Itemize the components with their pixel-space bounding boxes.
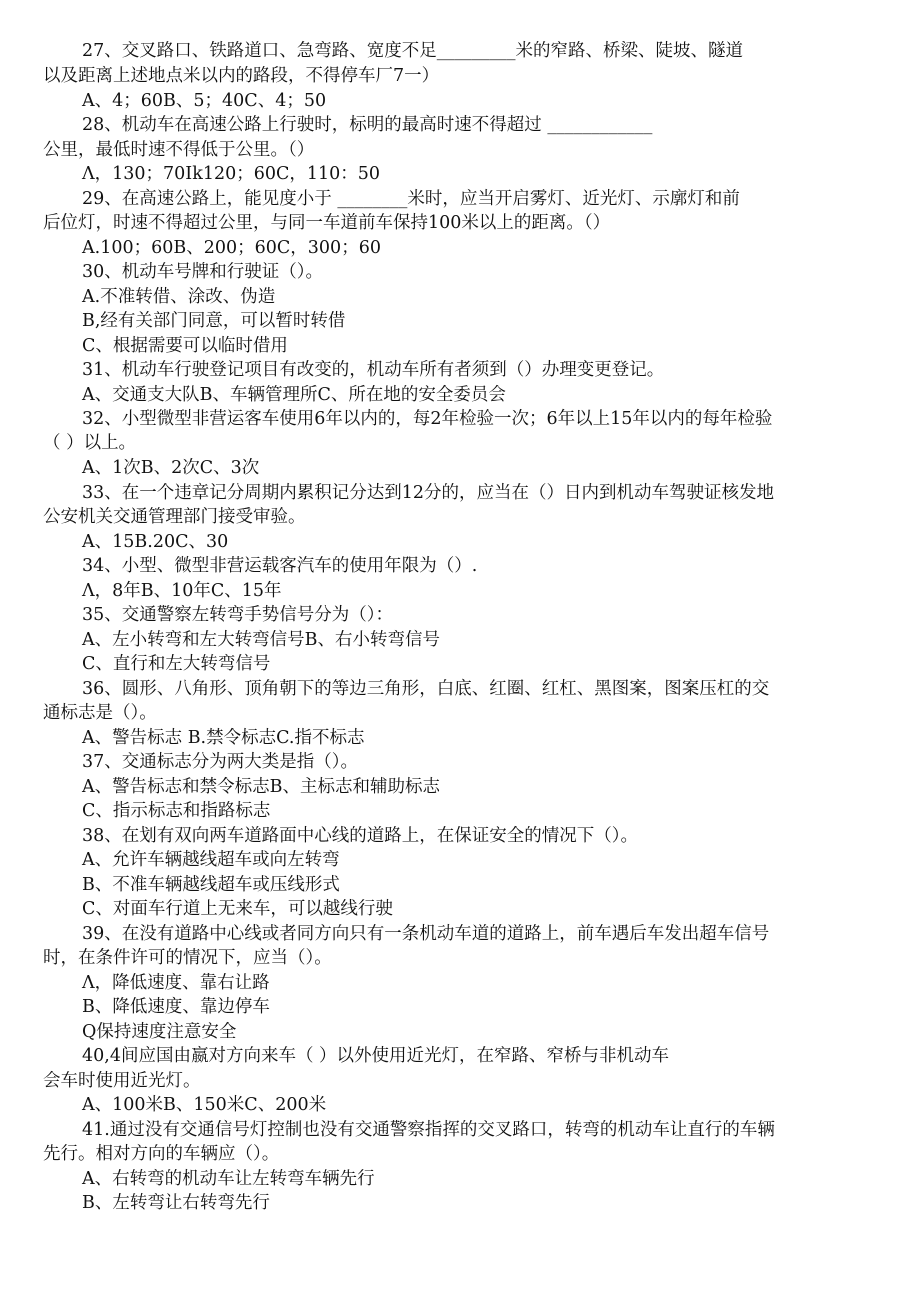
question-39-line-2: 时，在条件许可的情况下，应当（）。: [43, 948, 332, 968]
question-30-option-a: A.不准转借、涂改、伪造: [82, 287, 276, 307]
question-35-options-ab: A、左小转弯和左大转弯信号B、右小转弯信号: [82, 630, 440, 650]
question-29-line-1: 29、在高速公路上，能见度小于 ________米时，应当开启雾灯、近光灯、示廓灯和前: [82, 189, 740, 209]
question-33-options: A、15B.20C、30: [82, 532, 229, 552]
question-41-line-1: 41.通过没有交通信号灯控制也没有交通警察指挥的交叉路口，转弯的机动车让直行的车辆: [82, 1120, 775, 1140]
question-28-line-1: 28、机动车在高速公路上行驶时，标明的最高时速不得超过 ____________: [82, 115, 653, 135]
question-29-options: A.100；60B、200；60C，300；60: [82, 238, 381, 258]
question-33-line-2: 公安机关交通管理部门接受审验。: [43, 507, 306, 527]
question-28-options: Λ，130；70Ik120；60C，110：50: [82, 164, 381, 184]
question-36-options: A、警告标志 B.禁令标志C.指不标志: [82, 728, 365, 748]
question-38-option-c: C、对面车行道上无来车，可以越线行驶: [82, 899, 393, 919]
question-34-options: Λ，8年B、10年C、15年: [82, 581, 282, 601]
question-39-option-b: B、降低速度、靠边停车: [82, 997, 270, 1017]
question-40-line-1: 40,4间应国由嬴对方向来车（ ）以外使用近光灯，在窄路、窄桥与非机动车: [82, 1046, 670, 1066]
question-39-line-1: 39、在没有道路中心线或者同方向只有一条机动车道的道路上，前车遇后车发出超车信号: [82, 924, 770, 944]
question-32-line-1: 32、小型微型非营运客车使用6年以内的，每2年检验一次；6年以上15年以内的每年检验: [82, 409, 773, 429]
question-27-options: A、4；60B、5；40C、4；50: [82, 91, 327, 111]
question-34: 34、小型、微型非营运载客汽车的使用年限为（）.: [82, 556, 478, 576]
question-39-option-a: Λ，降低速度、靠右让路: [82, 973, 270, 993]
question-38-option-a: A、允许车辆越线超车或向左转弯: [82, 850, 340, 870]
question-40-options: A、100米B、150米C、200米: [82, 1095, 327, 1115]
question-33-line-1: 33、在一个违章记分周期内累积记分达到12分的，应当在（）日内到机动车驾驶证核发地: [82, 483, 775, 503]
question-41-line-2: 先行。相对方向的车辆应（）。: [43, 1144, 280, 1164]
question-37-option-c: C、指示标志和指路标志: [82, 801, 271, 821]
question-32-options: A、1次B、2次C、3次: [82, 458, 260, 478]
question-31-options: A、交通支大队B、车辆管理所C、所在地的安全委员会: [82, 385, 506, 405]
question-27-line-1: 27、交叉路口、铁路道口、急弯路、宽度不足_________米的窄路、桥梁、陡坡、隧道: [82, 41, 744, 61]
question-37: 37、交通标志分为两大类是指（）。: [82, 752, 359, 772]
question-28-line-2: 公里，最低时速不得低于公里。（）: [43, 140, 315, 160]
question-30: 30、机动车号牌和行驶证（）。: [82, 262, 324, 282]
question-41-option-b: B、左转弯让右转弯先行: [82, 1193, 270, 1213]
question-39-option-c: Q保持速度注意安全: [82, 1022, 237, 1042]
question-35: 35、交通警察左转弯手势信号分为（）：: [82, 605, 394, 625]
question-35-option-c: C、直行和左大转弯信号: [82, 654, 271, 674]
question-31: 31、机动车行驶登记项目有改变的，机动车所有者须到（）办理变更登记。: [82, 360, 665, 380]
question-36-line-1: 36、圆形、八角形、顶角朝下的等边三角形，白底、红圈、红杠、黑图案，图案压杠的交: [82, 679, 770, 699]
question-40-line-2: 会车时使用近光灯。: [43, 1071, 201, 1091]
question-30-option-b: B,经有关部门同意，可以暂时转借: [82, 311, 346, 331]
question-27-line-2: 以及距离上述地点米以内的路段，不得停车厂7一）: [43, 66, 440, 86]
question-38: 38、在划有双向两车道路面中心线的道路上，在保证安全的情况下（）。: [82, 826, 639, 846]
question-41-option-a: A、右转弯的机动车让左转弯车辆先行: [82, 1169, 375, 1189]
question-38-option-b: B、不准车辆越线超车或压线形式: [82, 875, 340, 895]
question-32-line-2: （ ）以上。: [43, 433, 137, 453]
question-36-line-2: 通标志是（）。: [43, 703, 157, 723]
question-37-options-ab: A、警告标志和禁令标志B、主标志和辅助标志: [82, 777, 440, 797]
question-30-option-c: C、根据需要可以临时借用: [82, 336, 288, 356]
question-29-line-2: 后位灯，时速不得超过公里，与同一车道前车保持100米以上的距离。（）: [43, 213, 611, 233]
